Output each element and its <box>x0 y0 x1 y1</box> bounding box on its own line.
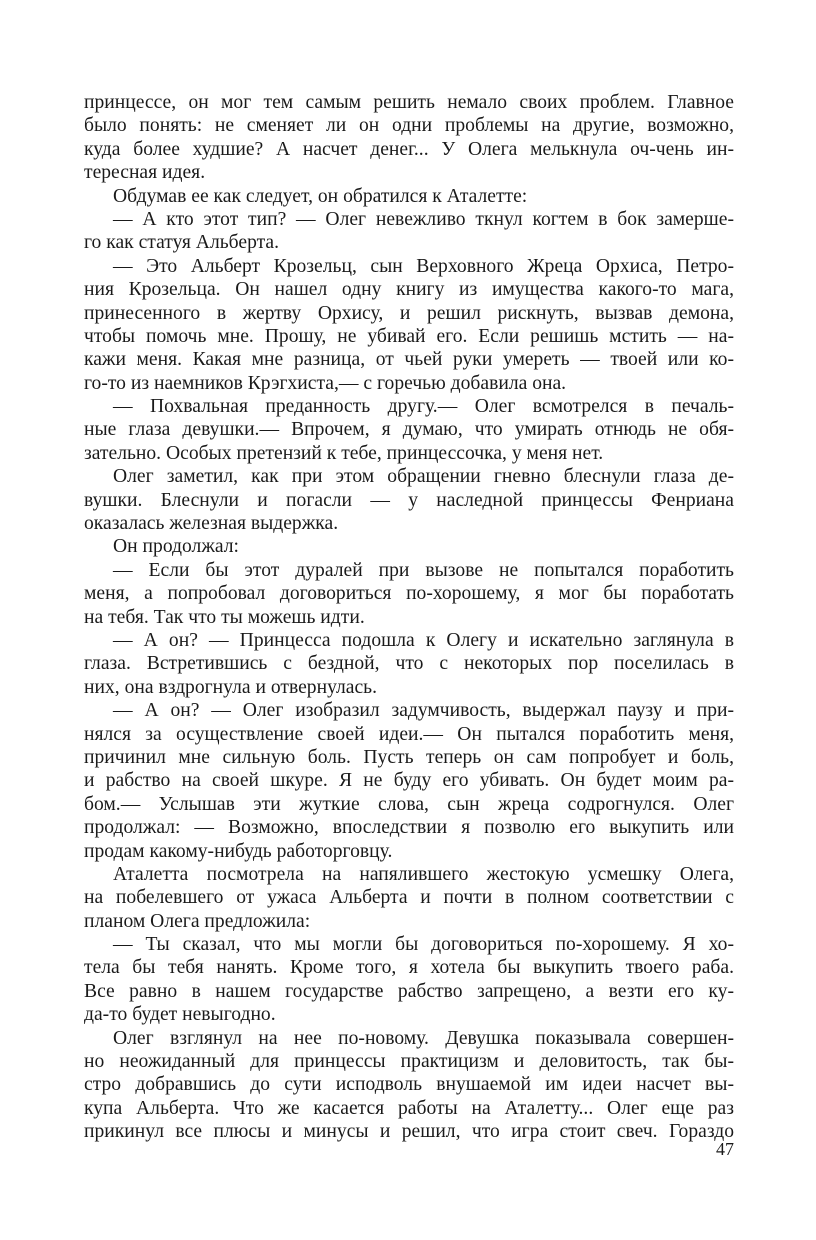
text-line: тересная идея. <box>84 162 206 184</box>
page-body-text <box>84 91 734 1144</box>
text-line: ные глаза девушки.— Впрочем, я думаю, что умирать отнюдь не обя- <box>84 419 734 441</box>
text-line: вушки. Блеснули и погасли — у наследной принцессы Фенриана <box>84 489 734 511</box>
text-line: ния Крозельца. Он нашел одну книгу из имущества какого-то мага, <box>84 279 734 301</box>
text-line: Олег заметил, как при этом обращении гневно блеснули глаза де- <box>113 466 734 488</box>
text-line: оказалась железная выдержка. <box>84 513 339 535</box>
text-line: зательно. Особых претензий к тебе, принцессочка, у меня нет. <box>84 442 604 464</box>
text-line: причинил мне сильную боль. Пусть теперь он сам попробует и боль, <box>84 746 734 768</box>
text-line: продам какому-нибудь работорговцу. <box>84 840 393 862</box>
text-line: глаза. Встретившись с бездной, что с некоторых пор поселилась в <box>84 653 734 675</box>
text-line: — А он? — Олег изобразил задумчивость, выдержал паузу и при- <box>113 700 734 722</box>
text-line: и рабство на своей шкуре. Я не буду его убивать. Он будет моим ра- <box>84 770 734 792</box>
text-line: Все равно в нашем государстве рабство запрещено, а везти его ку- <box>84 980 734 1002</box>
text-line: куда более худшие? А насчет денег... У Олега мелькнула оч-чень ин- <box>84 138 734 160</box>
text-line: Обдумав ее как следует, он обратился к Аталетте: <box>113 185 528 207</box>
text-line: принцессе, он мог тем самым решить немало своих проблем. Главное <box>84 92 734 113</box>
text-line: тела бы тебя нанять. Кроме того, я хотела бы выкупить твоего раба. <box>84 957 734 979</box>
text-line: бом.— Услышав эти жуткие слова, сын жреца содрогнулся. Олег <box>84 793 734 815</box>
text-line: продолжал: — Возможно, впоследствии я позволю его выкупить или <box>84 817 734 839</box>
text-line: было понять: не сменяет ли он одни проблемы на другие, возможно, <box>84 115 734 137</box>
text-line: — А кто этот тип? — Олег невежливо ткнул когтем в бок замерше- <box>113 208 734 230</box>
text-line: Аталетта посмотрела на напялившего жестокую усмешку Олега, <box>113 863 734 885</box>
text-line: Он продолжал: <box>113 536 239 558</box>
text-line: — Похвальная преданность другу.— Олег всмотрелся в печаль- <box>113 396 734 418</box>
text-line: — Если бы этот дуралей при вызове не попытался поработить <box>113 559 734 581</box>
text-line: принесенного в жертву Орхису, и решил рискнуть, вызвав демона, <box>84 302 734 324</box>
text-line: на тебя. Так что ты можешь идти. <box>84 606 365 628</box>
text-line: го как статуя Альберта. <box>84 232 279 254</box>
text-line: но неожиданный для принцессы практицизм и деловитость, так бы- <box>84 1051 734 1073</box>
text-line: да-то будет невыгодно. <box>84 1004 276 1026</box>
text-line: Олег взглянул на нее по-новому. Девушка показывала совершен- <box>113 1027 734 1049</box>
text-line: — Ты сказал, что мы могли бы договориться по-хорошему. Я хо- <box>113 934 734 956</box>
text-line: на побелевшего от ужаса Альберта и почти в полном соответствии с <box>84 887 734 909</box>
text-line: меня, а попробовал договориться по-хорошему, я мог бы поработать <box>84 583 734 605</box>
text-line: чтобы помочь мне. Прошу, не убивай его. Если решишь мстить — на- <box>84 325 734 347</box>
text-line: нялся за осуществление своей идеи.— Он пытался поработить меня, <box>84 723 734 745</box>
text-line: стро добравшись до сути исподволь внушаемой им идеи насчет вы- <box>84 1074 734 1096</box>
text-line: го-то из наемников Крэгхиста,— с горечью добавила она. <box>84 372 567 394</box>
text-line: — Это Альберт Крозельц, сын Верховного Жреца Орхиса, Петро- <box>113 255 734 277</box>
text-line: — А он? — Принцесса подошла к Олегу и искательно заглянула в <box>113 629 734 651</box>
text-line: планом Олега предложила: <box>84 910 311 932</box>
text-line: прикинул все плюсы и минусы и решил, что игра стоит свеч. Гораздо <box>84 1121 734 1143</box>
page-number: 47 <box>716 1139 734 1159</box>
text-line: них, она вздрогнула и отвернулась. <box>84 676 378 698</box>
text-line: купа Альберта. Что же касается работы на Аталетту... Олег еще раз <box>84 1097 734 1119</box>
text-line: кажи меня. Какая мне разница, от чьей руки умереть — твоей или ко- <box>84 349 734 371</box>
